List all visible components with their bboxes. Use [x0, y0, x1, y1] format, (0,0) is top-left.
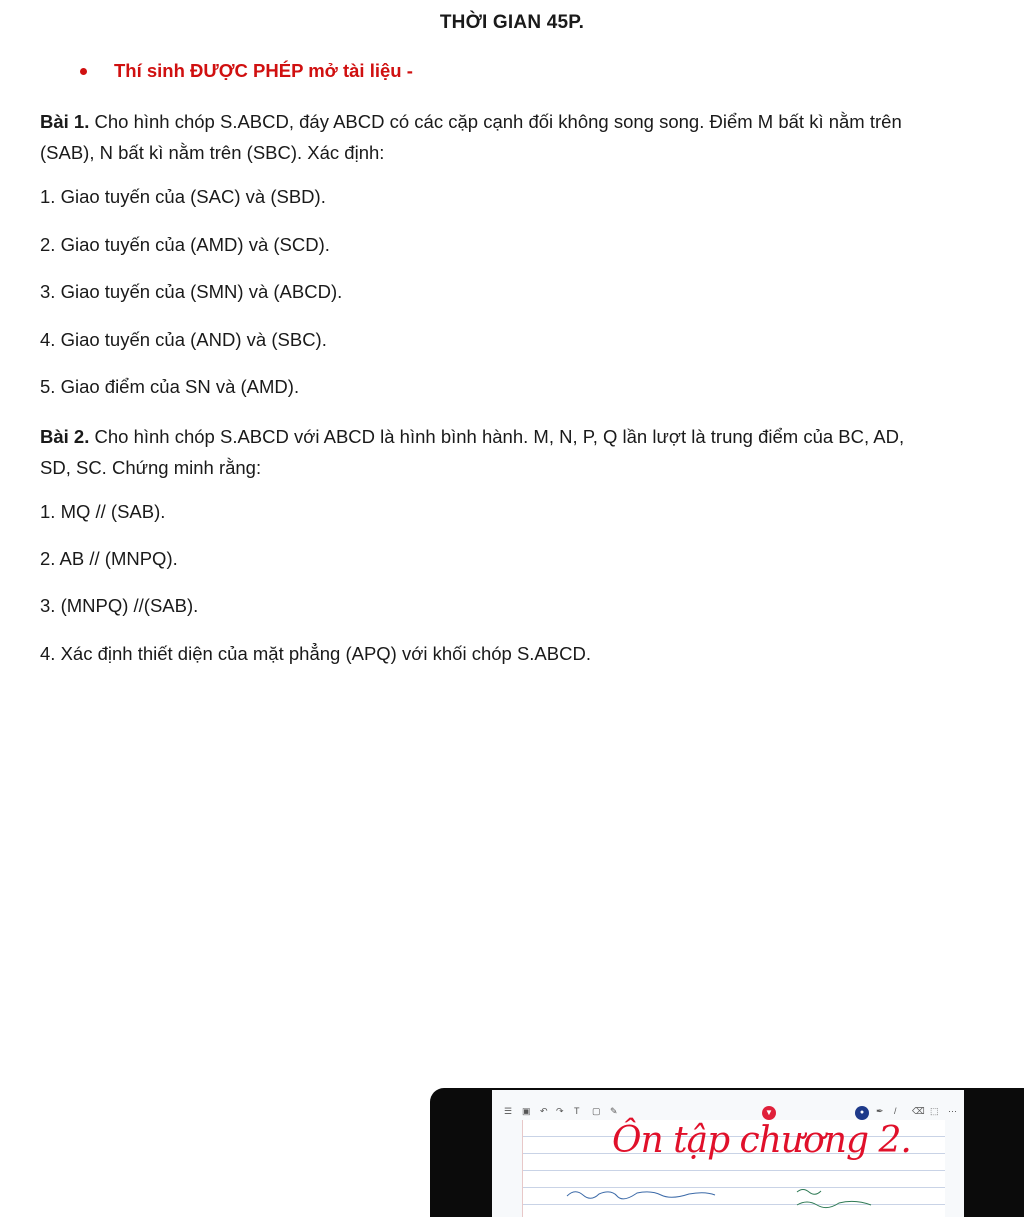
handwritten-title: Ôn tập chương 2. — [612, 1120, 911, 1161]
bai2-line2: SD, SC. Chứng minh rằng: — [40, 457, 262, 478]
lasso-icon[interactable]: ⬚ — [930, 1106, 939, 1116]
bai1-line1: Cho hình chóp S.ABCD, đáy ABCD có các cặp cạnh đối không song song. Điểm M bất kì nằm trên — [89, 111, 902, 132]
page-title: THỜI GIAN 45P. — [439, 12, 585, 33]
bai1-item-1: 1. Giao tuyến của (SAC) và (SBD). — [40, 186, 326, 207]
handwritten-scribble-left — [565, 1186, 725, 1203]
bai1-item-3: 3. Giao tuyến của (SMN) và (ABCD). — [40, 281, 343, 302]
bai1-item-2: 2. Giao tuyến của (AMD) và (SCD). — [40, 234, 330, 255]
shape-icon[interactable]: ▢ — [592, 1106, 601, 1116]
bai1-item-5: 5. Giao điểm của SN và (AMD). — [40, 376, 300, 397]
bai1-label: Bài 1. — [40, 111, 90, 132]
redo-icon[interactable]: ↷ — [556, 1106, 564, 1116]
menu-icon[interactable]: ☰ — [504, 1106, 513, 1116]
page-icon[interactable]: ▣ — [522, 1106, 531, 1116]
bai2-label: Bài 2. — [40, 426, 90, 447]
notes-toolbar — [500, 1106, 958, 1118]
bai2-item-4: 4. Xác định thiết diện của mặt phẳng (APQ) với khối chóp S.ABCD. — [40, 643, 591, 664]
notice — [80, 60, 413, 82]
marker-icon[interactable]: ✎ — [610, 1106, 618, 1116]
text-icon[interactable]: T — [574, 1106, 580, 1116]
bai2-statement — [40, 421, 1005, 483]
bai1-statement — [40, 106, 1005, 168]
bai2-item-1: 1. MQ // (SAB). — [40, 501, 166, 522]
blue-pen-icon[interactable]: ● — [855, 1106, 869, 1120]
handwritten-scribble-right — [795, 1186, 885, 1215]
bai2-item-3: 3. (MNPQ) //(SAB). — [40, 595, 199, 616]
pen-icon[interactable]: ✒ — [876, 1106, 884, 1116]
pencil-icon[interactable]: / — [894, 1106, 897, 1116]
eraser-icon[interactable]: ⌫ — [912, 1106, 925, 1116]
more-icon[interactable]: ⋯ — [948, 1106, 957, 1116]
notice-text: Thí sinh ĐƯỢC PHÉP mở tài liệu - — [114, 60, 413, 81]
bai1-line2: (SAB), N bất kì nằm trên (SBC). Xác định: — [40, 142, 385, 163]
bai2-item-2: 2. AB // (MNPQ). — [40, 548, 178, 569]
bai1-item-4: 4. Giao tuyến của (AND) và (SBC). — [40, 329, 327, 350]
bullet-icon — [80, 68, 87, 75]
red-pen-icon[interactable]: ▼ — [762, 1106, 776, 1120]
bai2-line1: Cho hình chóp S.ABCD với ABCD là hình bình hành. M, N, P, Q lần lượt là trung điểm của BC, AD, — [89, 426, 905, 447]
undo-icon[interactable]: ↶ — [540, 1106, 548, 1116]
